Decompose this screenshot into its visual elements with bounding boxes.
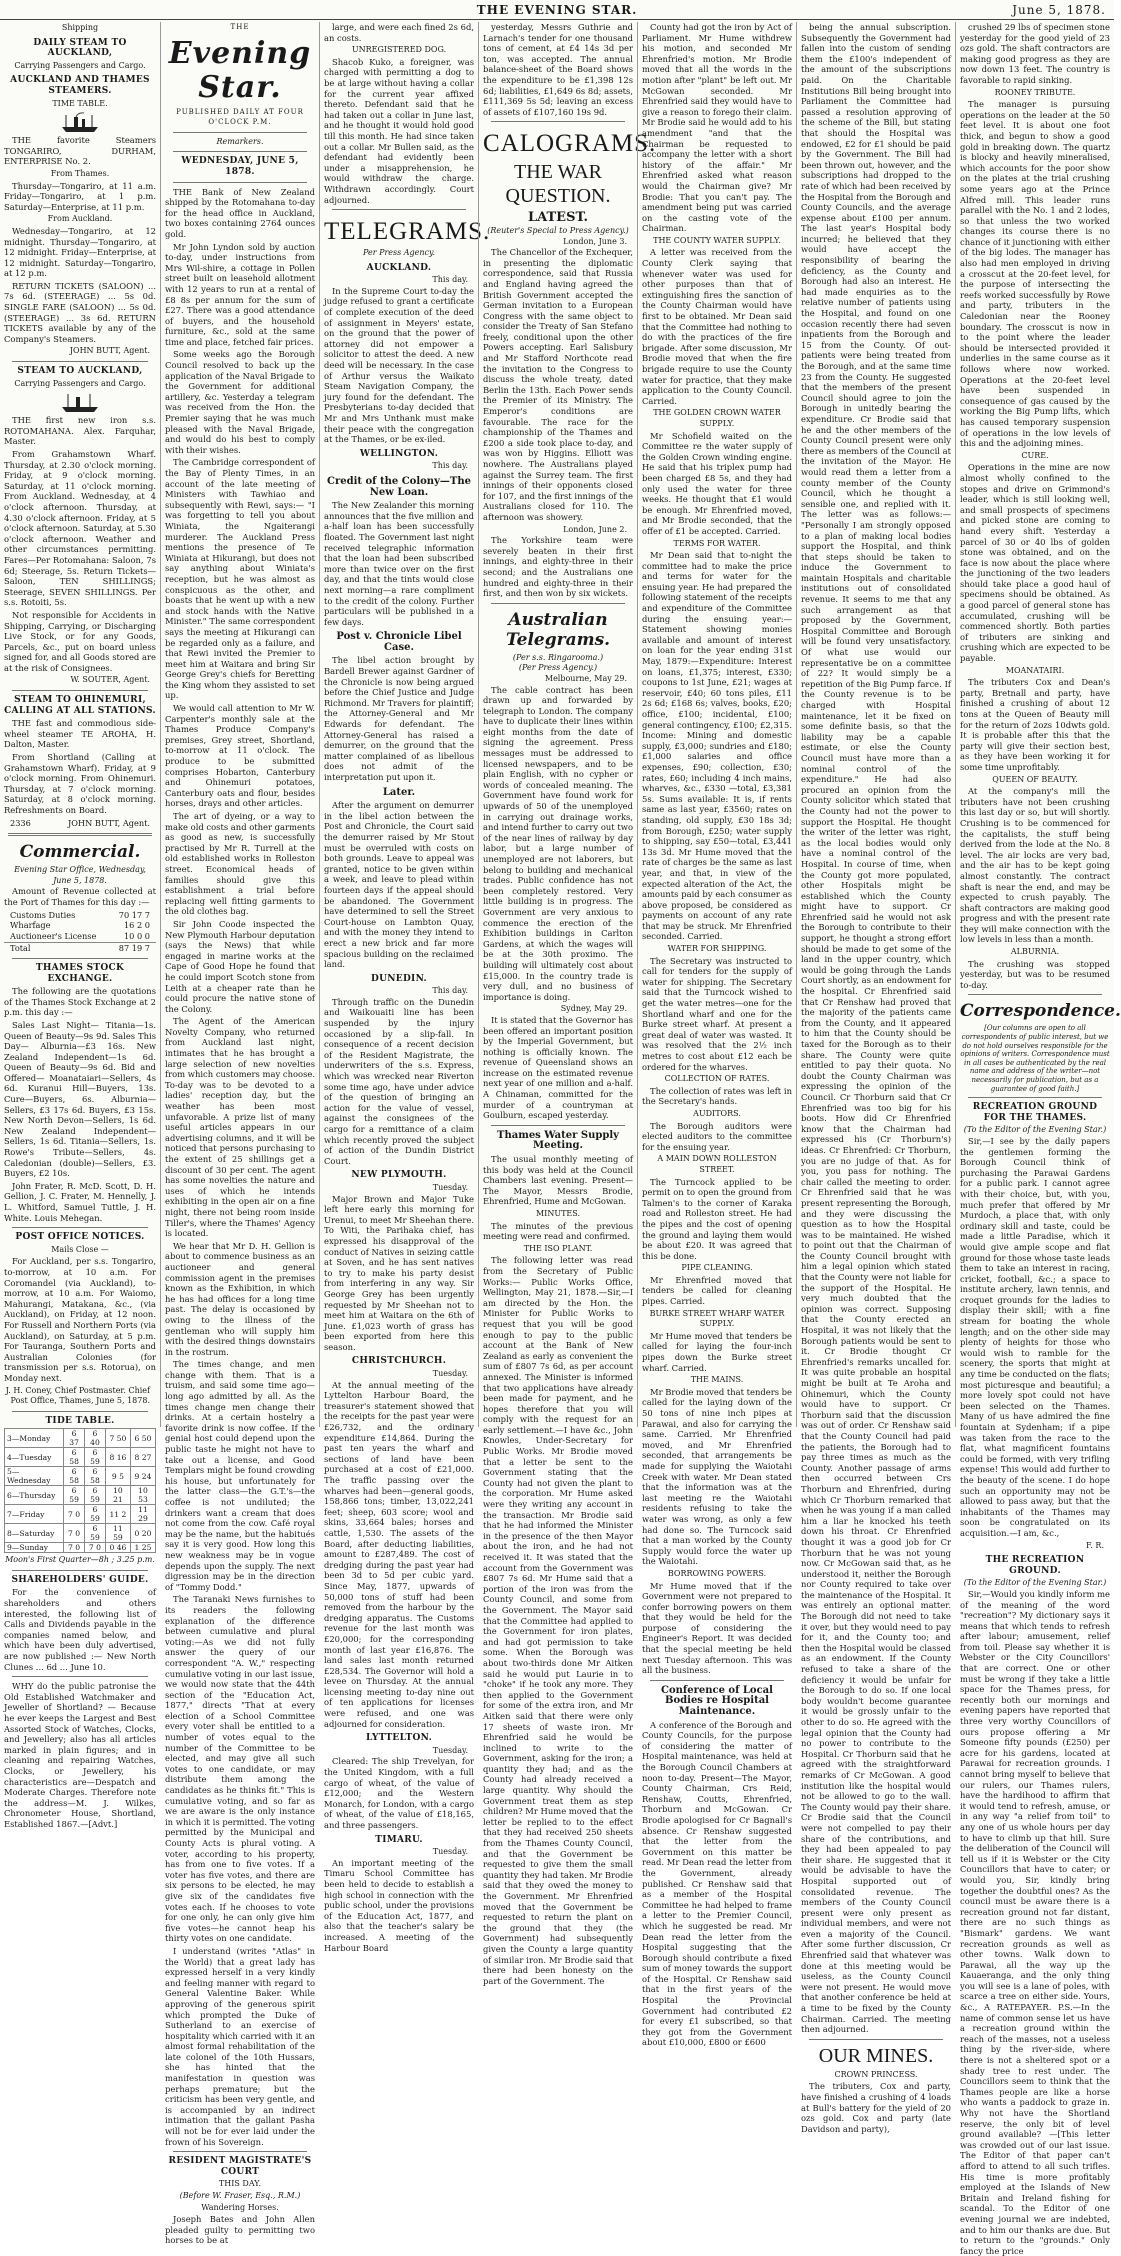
timaru-heading: TIMARU.	[375, 1834, 423, 1845]
later-text: After the argument on demurrer in the libel action between the Post and Chronicle, the Court said the demurrer raised by Mr Stout must be overruled with costs on both grounds. Leave to appeal was granted, notice to be given within a week, and leave to plead within fourteen days if the appeal should be abandoned. The Government have determined to sell the Street Court-house on Lambton Quay, and with the money they intend to erect a new brick and far more spacious building on the reclaimed land.	[324, 800, 474, 970]
unregistered-dog-text: Shacob Kuko, a foreigner, was charged with permitting a dog to be at large without having a collar for the current year affixed thereto. Defendant said that he had taken out a collar in June last, and he thought it would hold good till this month. He had since taken out a collar. Mr Bullen said, as the defendant had evidently been under a misapprehension, he would withdraw the charge. Withdrawn accordingly. Court adjourned.	[324, 56, 474, 205]
ad-daily-steam-sub: Carrying Passengers and Cargo.	[14, 60, 146, 70]
stock-exchange-heading: THAMES STOCK EXCHANGE.	[35, 962, 125, 984]
court-continued: large, and were each fined 2s 6d, an costs.	[324, 22, 474, 43]
column-3	[319, 22, 491, 1953]
ad-steam-auckland-title: STEAM TO AUCKLAND,	[17, 366, 143, 377]
christchurch-heading: CHRISTCHURCH.	[351, 1356, 447, 1367]
local-news-paragraph: Some weeks ago the Borough Council resolved to back up the application of the Naval Brigade to the Government for additional artillery, &c. Yesterday a telegram was received from the Hon. the Premier saying that he was much pleased with the Naval Brigade, and would do his best to comply with their wishes.	[165, 349, 315, 455]
pipe-heading: PIPE CLEANING.	[681, 1263, 753, 1273]
tide-footnote: Moon's First Quarter—8h ; 3.25 p.m.	[5, 1555, 155, 1565]
masthead-sub: PUBLISHED DAILY AT FOUR O'CLOCK P.M.	[176, 107, 304, 127]
table-row: 6—Thursday 6 59 6 59 10 21 10 53	[5, 1486, 156, 1505]
alburnia-heading: ALBURNIA.	[1010, 947, 1060, 957]
remarkers-label: Remarkers.	[216, 136, 264, 146]
ad-rotomahana-body: From Grahamstown Wharf. Thursday, at 2.30 o'clock morning. Friday, at 9 o'clock morning. Saturday, at 11 o'clock morning. From Auckland. Wednesday, at 4 o'clock afternoon. Thursday, at 4.30 o'clock afternoon. Friday, at 5 o'clock afternoon. Saturday, at 5.30 o'clock afternoon. Weather and other circumstances permitting. Fares—Per Rotomahana: Saloon, 7s 6d; Steerage, 5s. Return Tickets—Saloon, TEN SHILLINGS; Steerage, SEVEN SHILLINGS. Per s.s. Rotoiti, 5s.	[4, 449, 156, 608]
ad-timetable-label: TIME TABLE.	[52, 98, 108, 108]
ad-thames-times: Thursday—Tongariro, at 11 a.m. Friday—Tongariro, at 1 p.m. Saturday—Enterprise, at 11 p.m.	[4, 180, 156, 212]
recreation-1-text: Sir,—I see by the daily papers the gentlemen forming the Borough Council think of purchasing the Parawai Gardens for a public park. I cannot agree with their choice, but, with you, much prefer that offered by Mr Murdoch, a place that, with only ordinary skill and taste, could be made a little Paradise, which it would give ample scope and flat ground for those whose taste leads them to take an interest in racing, cricket, football, &c.; a space to institute archery, lawn tennis, and croquet grounds for the ladies to display their skill; with a fine stream for boating the whole length; and on the other side may plenty of heights for those who would wish to ramble for the scenery, the sports that might at any time be conducted on the flats; most picturesque and beautiful; a more lovely spot could not have been selected on the Thames. Many of us have admired the fine fountain at Sydenham; if a pipe was taken from the race to the flat, what magnificent fountains could be formed, with very trifling expense! This would add further to the beauty of the scene. I do hope such an opportunity may not be allowed to pass away, but that the inhabitants of the Thames may soon be congratulated on its acquisition.—I am, &c.,	[960, 1135, 1110, 1538]
steamship-icon	[4, 111, 156, 133]
alburnia-text: The crushing was stopped yesterday, but was to be resumed to-day.	[960, 958, 1110, 990]
court-sub: THIS DAY.	[218, 2179, 262, 2189]
steamship-icon	[4, 391, 156, 413]
divider	[173, 132, 307, 133]
ad-from-thames: From Thames.	[50, 168, 110, 178]
borrowing-heading: BORROWING POWERS.	[667, 1568, 767, 1578]
credit-text: The New Zealander this morning announces that the five million and a-half loan has been successfully floated. The Government last night received telegraphic information that the loan had been subscribed more than twice over on the first day, and that the tints would close next morning—a rare compliment to the credit of the colony. Further particulars will be published in a few days.	[324, 500, 474, 627]
recreation-2-heading: THE RECREATION GROUND.	[985, 1555, 1085, 1576]
mains-text: Mr Brodie moved that tenders be called for the laying down of the 50 tons of nine inch pipes at Parawai, and also for carrying the same. Carried. Mr Ehrenfried moved, and Mr Ehrenfried seconded, that arrangements be made for supplying the Waiotahi Creek with water. Mr Dean stated that the information was at the last meeting re the Waiotahi residents refusing to take the water was wrong, as only a few had done so. The Turncock said that a man worked by the County Supply would force the water up the Waiotahi.	[642, 1386, 792, 1567]
dunedin-text: Through traffic on the Dunedin and Waikouaiti line has been suspended by the injury occasioned by a slip-fall. In consequence of a recent decision of the Resident Magistrate, the underwriters of the s.s. Express, which was wrecked near Riverton some time ago, have under advice of the question of bringing an action for the value of vessel, against the consignees of the cargo for a remittance of a claim which recently proved the subject of action of the Dundin District Court.	[324, 996, 474, 1166]
libel-heading: Post v. Chronicle Libel Case.	[336, 631, 462, 653]
moanataiari-text: The tributers Cox and Dean's party, Bretnall and party, have finished a crushing of about 12 tons at the Queen of Beauty mill for the return of 2ozs 10dwts gold. It is probable after this that the party will give their section best, as they have been working it for some time unprofitably.	[960, 677, 1110, 772]
ad-number: 2336	[10, 817, 31, 828]
court-case-title: Wandering Horses.	[201, 2202, 279, 2212]
revenue-total: Total 87 19 7	[4, 942, 156, 954]
recreation-1-to: (To the Editor of the Evening Star.)	[963, 1125, 1107, 1135]
local-news-paragraph: The times change, and men change with them. That is a truism, and said some time ago—long ago admitted by all. As the times change men change their drinks. At a certain hostelry a favorite drink is now coffee. If the genial host could depend upon the public taste he might not have to take out a license, and Good Templars might be found crowding his house, but unfortunately for the latter class—the G.T.'s—the coffee is not undiluted; the drinkers want a cream that does not come from the cow. Café royal may be the name, but the habitués say it is very good. How long this new weakness may be in vogue depends upon the supply. The next digression may be in the direction of "Tommy Dodd."	[165, 1359, 315, 1592]
divider	[12, 1570, 148, 1571]
recreation-1-heading: RECREATION GROUND FOR THE THAMES.	[972, 1102, 1098, 1123]
shipping-label: Shipping	[61, 23, 99, 32]
main-heading: A MAIN DOWN ROLLESTON STREET.	[657, 1154, 777, 1174]
divider	[968, 994, 1102, 995]
shipping-water-text: The Secretary was instructed to call for tenders for the supply of water for shipping. The Secretary said that the Turncock wished to get the water metres—one for the Shortland wharf and one for the Burke street wharf. At present a great deal of water was wasted. It was resolved that the 2½ inch metres to cost about £12 each be ordered for the wharves.	[642, 955, 792, 1072]
divider	[491, 1125, 625, 1126]
tide-table-heading: TIDE TABLE.	[45, 1415, 115, 1426]
minutes-text: The minutes of the previous meeting were read and confirmed.	[483, 1220, 633, 1242]
libel-text: The libel action brought by Bardell Brewer against Gardner of the Chronicle is now being argued before the Chief Justice and Judge Richmond. Mr Travers for plaintiff; the Attorney-General and Mr Edwards for defendant. The Attorney-General has raised a demurrer, on the ground that the matter complained of as libellous does not admit of the interpretation put upon it.	[324, 655, 474, 782]
commercial-heading: Commercial.	[19, 842, 141, 863]
ad-te-aroha-intro: THE fast and commodious side-wheel steamer TE AROHA, H. Dalton, Master.	[4, 718, 156, 750]
new-plymouth-text: Major Brown and Major Tuke left here early this morning for Urenui, to meet Mr Sheehan there. To Witi, the Parihaka chief, has expressed his disapproval of the conduct of Natives in seizing cattle at Soven, and he has sent natives to try to make his party desist from interfering in any way. Sir George Grey has been urgently requested by Mr Sheehan not to meet him at Waitara on the 6th of June. £1,023 worth of grass has been exported from here this season.	[324, 1193, 474, 1352]
lyttelton-day: Tuesday.	[432, 1745, 468, 1755]
court-before: (Before W. Fraser, Esq., R.M.)	[179, 2191, 301, 2200]
rates-text: The collection of rates was left in the Secretary's hands.	[642, 1085, 792, 1107]
queen-of-beauty-heading: QUEEN OF BEAUTY.	[992, 774, 1078, 784]
divider	[12, 361, 148, 362]
divider	[173, 151, 307, 152]
mains-heading: THE MAINS.	[690, 1375, 744, 1385]
column-2	[160, 22, 319, 2246]
post-office-sub: Mails Close —	[51, 1244, 109, 1254]
rates-heading: COLLECTION OF RATES.	[664, 1074, 770, 1084]
ad-auckland-times: Wednesday—Tongariro, at 12 midnight. Thursday—Tongariro, at 12 midnight. Friday—Enterprise, at 12 midnight. Saturday—Tongariro, at 12 p.m.	[4, 225, 156, 279]
queen-of-beauty-text: At the company's mill the tributers have not been crushing this last day or so, but will shortly. Crushing is to be commenced for the capitalists, the stuff being derived from the lode at the No. 8 level. The air locks are very bad, and the air has to be kept going almost constantly. The contract shaft is near the end, and may be expected to crush payably. The shaft contractors are making good progress and with the present rate they will make connection with the low levels in less than a month.	[960, 786, 1110, 945]
ad-te-aroha-footer	[4, 818, 156, 829]
local-news-paragraph: The art of dyeing, or a way to make old costs and other garments as good as new, is successfully practised by Mr R. Turrell at the old established works in Rolleston street. Economical heads of families should give this establishment a trial before replacing well fitting garments to the old clothes bag.	[165, 811, 315, 917]
water-supply-text: The usual monthly meeting of this body was held at the Council Chambers last evening. Present—The Mayor, Messrs Brodie, Ehrenfried, Hume and McGowan.	[483, 1154, 633, 1207]
lyttelton-heading: LYTTELTON.	[365, 1733, 433, 1744]
pipe-text: Mr Ehrenfried moved that tenders be called for cleaning pipes. Carried.	[642, 1274, 792, 1307]
local-news-paragraph: The Cambridge correspondent of the Bay of Plenty Times, in an account of the late meeting of Ministers with Tawhiao and subsequently with Rewi, says:— "I was forgetting to tell you about Winiata, the Ngaiterangi murderer. The Auckland Press mentions the presence of Te Winiata at Hikurangi, but does not say anything about Winiata's reception, but he was almost as conspicuous as the other, and boasts that he went up with a new and stock hands with the Native Minister." The same correspondent says the meeting at Hikurangi can be regarded only as a failure, and that Rewi invited the Premier to meet him at Waitara and bring Sir George Grey's chiefs for Beretting the King whom they assisted to set up.	[165, 457, 315, 701]
divider	[12, 1676, 148, 1677]
ad-sign-souter: W. SOUTER, Agent.	[70, 675, 150, 685]
ad-rotomahana-notice: Not responsible for Accidents in Shipping, Carrying, or Discharging Live Stock, or for any Goods, Parcels, &c., put on board unless signed for, and all Goods stored are at the risk of Consignees.	[4, 609, 156, 673]
credit-heading: Credit of the Colony—The New Loan.	[327, 475, 471, 498]
london-date-2: London, June 2.	[563, 524, 627, 534]
ad-sign-butt-2: JOHN BUTT, Agent.	[67, 817, 150, 828]
auckland-day: This day.	[432, 275, 468, 285]
ad-steam-auckland-sub: Carrying Passengers and Cargo.	[14, 378, 146, 388]
column-1	[0, 22, 160, 1829]
cricket-text: The Yorkshire team were severely beaten in their first innings, and eighty-three in their second; and the Australians one hundred and eighty-three in their first, and then won by six wickets.	[483, 535, 633, 599]
auditors-text: The Borough auditors were elected auditors to the committee for the ensuing year.	[642, 1120, 792, 1152]
ad-from-auckland: From Auckland.	[47, 214, 113, 224]
divider	[12, 690, 148, 691]
conference-continued: being the annual subscription. Subsequently the Government had fallen into the custom of sending them the £100's independent of the amount of the subscriptions paid. On the Charitable Institutions Bill being brought into Parliament the Committee had passed a resolution approving of the scheme of the Bill, but stating that should the Hospital was endowed, £2 for £1 should be paid by the Government. The Bill had been thrown out, however, and the subscriptions had dropped to the rate of which had been received by the Hospital from the Borough and County Councils, and the average expense about £100 per annum. The last year's Hospital body incurred; he believed that they would have accept the responsibility of bearing the deficiency, as the County and Borough had also an interest. He had made enquiries as to the relative number of patients using the Hospital, and found on one occasion recently there had seven inpatients from the Borough and 15 from the County. Of out-patients were being treated from the Borough, and at the same time 23 from the County. He suggested that the members of the present Council should agree to join the Borough in unitedly bearing the expenditure. Cr Brodie said that he and the other members of the County Council present were only there as members of the Council at the invitation of the Mayor. He would read them a letter from a county member of the County Council, which he thought a sensible one, and replied with it. The letter was as follows:— "Personally I am strongly opposed to a plan of making local bodies support the Hospital, and think that steps should be taken to induce the Government to maintain Hospitals and charitable institutions out of consolidated revenue. It seems to me that any such arrangement as that proposed by the Government, Hospital Committee and Borough will be found very unsatisfactory. Of what use would our representative be on a committee of 22? It would simply be a repetition of the Big Pump farce. If the County revenue is to be charged with Hospital maintenance, let it be fixed on some definite basis, so that the liability may be a capable estimate, or else the County Council must have more than a nominal control of the expenditure." He had also procured an opinion from the County solicitor which stated that the County had not the power to support the Hospital. He thought the writer of the letter was right, as the local bodies would only have a nominal control of the Hospital. In course of time, when the County got more populated, other Hospitals might be established which the County might have to support. Cr Ehrenfried said he would not ask the Borough to contribute to their support, he thought a strong effort should be made to get some of the land in the upper country, which would be going through the Lands Court shortly, as an endowment for the hospital. Cr Ehrenfried said that Cr Renshaw had proved that the majority of the patients came from the County, and it appeared to him that the County should be taxed for the Borough as to their share. The County were quite entitled to pay their quota. No doubt the County Chairman was expressing the opinion of the Council. Cr Thorburn said that Cr Ehrenfried was too big for his boots. How did Cr Ehrenfried know that the Chairman had expressed his (Cr Thorburn's) ideas. Cr Ehrenfried: Cr Thorburn, you are no judge of that. As for you, you pass for nothing. The chair called the meeting to order. Cr Ehrenfried said that he was present representing the Borough, and they were discussing the question as to how the Hospital was to be maintained. He wished to point out that the Chairman of the County Council brought with him a legal opinion which stated that the County were not liable for the support of the Hospital. He very much doubted that the opinion was correct. Supposing that the County erected an Hospital, it was not likely that the Borough patients would be sent to it. Cr Brodie thought Cr Ehrenfried's remarks uncalled for. It was quite probable an hospital might be built at Te Aroha and Ohinemuri, which the County would have to support. Cr Thorburn said that the discussion was out of order. Cr Renshaw said that the County Council had paid the patients, the Borough had to pay three times as much as the County. Another passage of arms then occurred between Crs Thorburn and Ehrenfried, during which Cr Thorburn remarked that when he was young if a man called him a liar he knocked his teeth down his throat. Cr Ehrenfried thought it was a good job for Cr Thorburn that he was not young now. Cr McGowan said that, as he understood it, neither the Borough nor County required to take over the maintenance of the Hospital. It was entirely an optional matter. The Borough did not need to take it over, but they would need to pay for it, and the County too; and then the Hospital would be classed as an endowment. If the County refused to take a share of the deficiency it would be unfair for the Borough to do so. If one local body wouldn't become guarantee it would be grossly unfair to the other to do so. He agreed with the legal opinion that the County had no power to contribute to the Hospital. Cr Thorburn said that he agreed with the straightforward remarks of Cr McGowan. A good institution like the hospital would not be allowed to go to the wall. The County would pay their share. Cr Brodie said that the Council were not compelled to pay their share of the contributions, and they had been appealed to pay their share. He suggested that it would be advisable to have the Hospital supported out of consolidated revenue. The members of the County Council present were only present as individual members, and were not even a majority of the Council. After some further discussion, Cr Ehrenfried said that whatever was done at this meeting would be useless, as the County Council were not present. He would move that another conference be held at a time to be fixed by the County Chairman. Carried. The meeting then adjourned.	[801, 22, 951, 2035]
wellington-heading: WELLINGTON.	[359, 448, 439, 459]
recreation-2-to: (To the Editor of the Evening Star.)	[963, 1578, 1107, 1588]
rooney-text: The manager is pursuing operations on the leader at the 50 feet level. It is about one foot thick, and begun to show a good gold in breaking down. The quartz is blocky and heavily mineralised, which accounts for the poor show on the plates at the trial crushing some years ago at the Prince Alfred mill. This leader runs parallel with the No. 1 and 2 lodes, so that unless the two worked changes its course there is no chance of it junctioning with either of the big lodes. The manager has also had men employed in driving a crosscut at the 20-feet level, for the purpose of intersecting the reefs worked successfully by Rowe and party, tributers in the Caledonian near the Rooney boundary. The crosscut is now in to the point where the leader should be intersected provided it underlies in the same course as it follows where now worked. Operations at the 20-feet level have been suspended in consequence of gas caused by the working the Big Pump lifts, which has caused temporary suspension of operations in the low levels of this and the adjoining mines.	[960, 99, 1110, 449]
golden-crown-text: Mr Schofield waited on the Committee re the water supply of the Golden Crown winding engine. He said that his triplex pump had been charged £8 5s, and they had only used the water for three weeks. He thought that £1 would be enough. Mr Ehrenfried moved, and Mr Brodie seconded, that the offer of £1 be accepted. Carried.	[642, 430, 792, 536]
ad-te-aroha-body: From Shortland (Calling at Grahamstown Wharf). Friday, at 9 o'clock morning. From Ohinemuri. Thursday, at 7 o'clock morning. Saturday, at 8 o'clock morning. Refreshments on Board.	[4, 752, 156, 815]
court-heading: RESIDENT MAGISTRATE'S COURT	[168, 2156, 312, 2177]
commercial-office: Evening Star Office, Wednesday, June 5, 1878.	[14, 865, 146, 885]
post-office-sign: J. H. Coney, Chief Postmaster. Chief Post Office, Thames, June 5, 1878.	[5, 1385, 150, 1406]
christchurch-day: Tuesday.	[432, 1369, 468, 1379]
divider	[809, 2039, 943, 2040]
revenue-row: Wharfage 16 2 0	[10, 920, 150, 931]
unregistered-dog-heading: UNREGISTERED DOG.	[351, 45, 447, 55]
war-question-heading: THE WAR QUESTION.	[505, 161, 611, 208]
recreation-2-text: Sir,—Would you kindly inform me of the meaning of the word "recreation"? My dictionary says it means that which tends to refresh after labour; amusement, relief from toil. Please say whether it is Webster or the City Councillors' that are correct. One or other must be wrong if they take a little space for the Thames press, for recently both our mornings and evening papers have reported that three very worthy Councillors of ours propose offering a Mr Someone fifty pounds (£250) per acre for his gardens, located at Parawai for recreation grounds. I cannot bring myself to believe that our rulers, our Thames rulers, have the hardihood to affirm that it would tend to refresh, amuse, or in any way "a relief from toil" to any one of us whole hours per day to have to climb up that hill. Sure the deliberation of the Council will tell us if it is Webster or the City Councillors that have to cater; or would you, Sir, kindly bring together the doubtful ones? As the council must be aware there is a recreation ground not far distant, there are no such things as "Bismark" gardens. We want recreation grounds as well as other towns. Walk down to Parawai, all the way up the Kauaeranga, and the only thing you will see is a lane of poles, with scarce a tree on either side. Yours, &c., A RATEPAYER. P.S.—In the name of common sense let us have a recreation ground within the reach of the masses, not a useless thing by the river-side, where there is not a sheltered spot or a shady tree to rest under. The Councillors seem to think that the Thames people are like a horse who wants a paddock to graze in. Why not have the Shortland reserve, the only bit of level ground available? —[This letter was crowded out of our last issue. The Editor of that paper can't afford to attend to all such trifles. His time is more profitably employed at the Islands of New Britain and Ireland fishing for scandal. To the Editor of one evening journal we are indebted, and to him our thanks are due. But to return to the "grounds." Only fancy the price	[960, 1588, 1110, 2256]
new-plymouth-day: Tuesday.	[432, 1182, 468, 1192]
divider	[12, 958, 148, 959]
divider	[8, 833, 152, 836]
timaru-continued: yesterday, Messrs Guthrie and Larnach's tender for one thousand tons of cement, at £4 14s 3d per ton, was accepted. The annual balance-sheet of the Board shows the expenditure to be £1,398 12s 6d; liabilities, £1,649 6s 8d; assets, £111,369 5s 5d; leaving an excess of assets of £107,160 19s 9d.	[483, 22, 633, 117]
telegrams-heading: TELEGRAMS.	[324, 218, 491, 246]
lyttelton-text: Cleared: The ship Trevelyan, for the United Kingdom, with a full cargo of wheat, of the value of £12,000; and the Western Monarch, for London, with a cargo of wheat, of the value of £18,165, and three passengers.	[324, 1756, 474, 1830]
cure-text: Operations in the mine are now almost wholly confined to the stopes and drive on Grimmond's leader, which is still looking well, and small prospects of specimens and picked stone are coming to hand every shift. Yesterday a parcel of 30 or 40 lbs of golden stone was obtained, and on the face is now about the place where the junctioning of the two leaders should take place a good haul of specimens should be obtained. As a good parcel of general stone has accumulated, crushing will be commenced shortly. Both parties of tributers are sinking and crushing which are expected to be payable.	[960, 462, 1110, 664]
revenue-row: Auctioneer's License 10 0 0	[10, 930, 150, 941]
conference-text: A conference of the Borough and County Councils, for the purpose of considering the matter of Hospital maintenance, was held at the Borough Council Chambers at noon to-day. Present—The Mayor, County Chairman, Crs Reid, Renshaw, Coutts, Ehrenfried, Thorburn and McGowan. Cr Brodie apologised for Cr Bagnall's absence. Cr Renshaw suggested that the letter from the Government on this matter be read. Mr Dean read the letter from the Government, already published. Cr Renshaw said that as a member of the Hospital Committee he had helped to frame a letter to the Premier Council, which he suggested be read. Mr Dean read the letter from the Hospital suggesting that the Borough should contribute a fixed sum of money towards the support of the Hospital. Cr Renshaw said that in the first years of the Hospital the Provincial Government had contributed £2 for every £1 subscribed, so that they got from the Government about £10,000, £800 or £600	[642, 1719, 792, 2048]
plant-heading: THE ISO PLANT.	[523, 1243, 593, 1253]
local-news-paragraph: The Taranaki News furnishes to its readers the following explanation of the difference between cumulative and plural voting:—As we did not fully answer the query of our correspondent "A. W.," respecting cumulative voting in our last issue, we would now state that the 44th section of the "Education Act, 1877," directs "That at every election of a School Committee every voter shall be entitled to a number of votes equal to the number of the Committee to be elected, and may give all such votes to one candidate, or may distribute them among the candidates as he thinks fit." This is cumulative voting, and so far as we are aware is the only instance in which it is permitted. The voting permitted by the Municipal and County Acts is plural voting. A voter, according to his property, has from one to five votes. If a voter has five votes, and there are six persons to be elected, he may give six of the candidates five votes each. If he chooses to vote for one only, he can only give him five votes—he cannot heap his thirty votes on one candidate.	[165, 1594, 315, 1944]
australian-sub-2: (Per Press Agency.)	[518, 663, 598, 673]
melbourne-date: Melbourne, May 29.	[544, 673, 627, 683]
ad-watchmaker: WHY do the public patronise the Old Established Watchmaker and Jeweller of Shortland? — Because he ever keeps the Largest and Best Assorted Stock of Watches, Clocks, and Jewellery; also has all articles marked in plain figures; and in cleaning and repairing Watches, Clocks, or Jewellery, his characteristics are—Despatch and Moderate Charges. Therefore note the address—M. J. Wilkes, Chronometer House, Shortland, Established 1867.—[Advt.]	[4, 1681, 156, 1829]
local-news-paragraph: THE Bank of New Zealand shipped by the Rotomahana to-day for the head office in Auckland, two boxes containing 2764 ounces gold.	[165, 186, 315, 239]
auckland-text: In the Supreme Court to-day the judge refused to grant a certificate of complete execution of the deed of assignment in Meyers' estate, on the ground that the power of attorney did not empower a solicitor to attest the deed. A new deed will be necessary. In the case of Arthur versus the Waikato Steam Navigation Company, the jury found for the defendant. The Presbyterians to-day decided that Mr and Mrs Unthank must make their peace with the congregation at the Thames, or be ex-iled.	[324, 285, 474, 445]
county-water-text: A letter was received from the County Clerk saying that whenever water was used for other purposes than that of extinguishing fires the sanction of the County Chairman would have first to be obtained. Mr Dean said that the Committee had nothing to do with the practices of the fire brigade. After some discussion, Mr Brodie moved that when the fire brigade require to use the County water for practice, that they make application to the County Council. Carried.	[642, 247, 792, 406]
divider	[491, 121, 625, 122]
post-office-body: For Auckland, per s.s. Tongariro, to-morrow, at 10 a.m. For Coromandel (via Auckland), to-morrow, at 10 a.m. For Waiomo, Mahurangi, Matakana, &c., (via Auckland), on Friday, at 12 noon. For Russell and Northern Ports (via Auckland), on Saturday, at 5 p.m. For Tauranga, Southern Ports and Australian Colonies (for transmission per s.s. Rotorua), on Monday next.	[4, 1256, 156, 1383]
ad-steamers-title: AUCKLAND AND THAMES STEAMERS.	[10, 75, 150, 96]
page-header	[0, 0, 1114, 20]
table-row: 3—Monday 6 37 6 40 7 50 6 50	[5, 1429, 156, 1448]
table-row: 7—Friday 7 0 6 59 11 2 11 29	[5, 1505, 156, 1524]
recreation-1-sign: F. R.	[1086, 1540, 1104, 1550]
divider	[491, 603, 625, 604]
plant-text: The following letter was read from the Secretary of Public Works:— Public Works Office, Wellington, May 21, 1878.—Sir,—I am directed by the Hon. the Minister for Public Works to request that you will be good enough to pay to the public account at the Bank of New Zealand as early as convenient the sum of £807 7s 6d, as per account annexed. The Minister is informed that two applications have already been made for payment, and he hopes therefore that you will comply with the request for an early settlement.—I have &c., John Knowles, Under-Secretary for Public Works. Mr Brodie moved that a letter be sent to the Government stating that the County had not given the plant to the corporation. Mr Hume asked were they writing any account in the transaction. Mr Brodie said that he had informed the Minister in the presence of the then Mayor about the iron, and he had not received it. It was stated that the account from the Government was £807 7s 6d. Mr Hume said that a portion of the iron was from the County Council, and some from the Government. The Mayor said that the Committee had applied to the Government for iron plates, and had got permission to take some. When the Borough was about two-thirds done Mr Aitken said he would put Laurie in to "choke" if he took any more. They then applied to the Government for some of the extra iron, and Mr Aitken said that there were only 17 sheets of waste iron. Mr Ehrenfried said he would be inclined to write to the Government, asking for the iron; a quantity they had; and as the County had already received a large quantity. Why should the Government treat them as step children? Mr Hume moved that the letter be replied to to the effect that they had received 250 sheets from the Thames County Council, and that the Government be requested to give them the small quantity they had taken. Mr Brodie said that they owed the money to the Government. Mr Ehrenfried moved that the Government be requested to return the plant on the ground that they (the Government) had subsequently given the County a large quantity of similar iron. Mr Brodie said that there had been honesty on the part of the Government. The	[483, 1255, 634, 1986]
stock-exchange-body: Sales Last Night— Titania—1s. Queen of Beauty—9s 9d. Sales This Day— Alburnia—£3 16s. New Zealand Independent—1s 6d. Queen of Beauty—9s 6d. Bid and Offered— Moanataiari—Sellers, 4s 6d. Kuranui Hill—Buyers, 13s. Cure—Buyers, 6s. Alburnia—Sellers, £3 17s 6d. Buyers, £3 15s. New North Devon—Sellers, 1s 6d. New Zealand Independent—Sellers, 1s 6d. Titania—Sellers, 1s. Rowe's Tribute—Sellers, 4s. Caledonian (double)—Sellers, £3. Buyers, £2 10s.	[4, 1019, 156, 1179]
local-news-paragraph: We hear that Mr D. H. Gellion is about to commence business as an auctioneer and general commission agent in the premises known as the Exhibition, in which he has had offices for a long time past. The delay is occasioned by owing to the illness of the gentleman who will supply him with the desired things downstairs in the rostrum.	[165, 1240, 315, 1357]
auditors-heading: AUDITORS.	[693, 1108, 741, 1118]
stock-exchange-intro: The following are the quotations of the Thames Stock Exchange at 2 p.m. this day :—	[4, 986, 156, 1018]
london-date: London, June 3.	[563, 236, 627, 246]
dunedin-day: This day.	[432, 986, 468, 996]
court-case-text: Joseph Bates and John Allen pleaded guilty to permitting two horses to be at	[165, 2214, 315, 2246]
main-text: The Turncock applied to be permit on to open the ground from Talmen's to the corner of Karaka road and Rolleston street. He had the pipes and the cost of opening the ground and laying them would be about £20. It was agreed that this be done.	[642, 1176, 792, 1261]
table-row: 5—Wednesday 6 58 6 58 9 5 9 24	[5, 1467, 156, 1486]
ad-daily-steam-title: DAILY STEAM TO AUCKLAND,	[33, 37, 127, 59]
ad-steamers-intro: THE favorite Steamers TONGARIRO, DURHAM, ENTERPRISE No. 2.	[4, 135, 156, 167]
shareholders-guide-body: For the convenience of shareholders and others interested, the following list of Calls and Dividends payable in the companies named below, and which have been duly advertised, are now published :— New North Clunes ... 6d ... June 10.	[4, 1587, 156, 1672]
dunedin-heading: DUNEDIN.	[371, 973, 427, 984]
column-5	[637, 22, 796, 2048]
commercial-intro: Amount of Revenue collected at the Port of Thames for this day :—	[4, 886, 156, 907]
table-row: 8—Saturday 7 0 6 59 11 59 0 20	[5, 1524, 156, 1543]
australian-telegrams-heading: Australian Telegrams.	[505, 609, 611, 650]
local-news-paragraph: The Agent of the American Novelty Company, who returned from Auckland last night, intimates that he has brought a large selection of new novelties from which customers may choose. To-day was to be devoted to a ladies' reception day, but the weather has been most unfavorable. A prize list of many useful articles appears in our advertising columns, and it will be noticed that persons purchasing to the extent of 25 shillings get a discount of 30 per cent. The agent has some novelties the nature and uses of which he intends exhibiting in the open air on a fine night, there not being room inside Tiller's, where the Thames' Agency is located.	[165, 1016, 315, 1239]
shareholders-guide-heading: SHAREHOLDERS' GUIDE.	[11, 1574, 149, 1585]
header-date: June 5, 1878.	[1012, 3, 1106, 17]
crown-princess-continued: crushed 29 lbs of specimen stone yesterday for the good yield of 23 ozs gold. The shaft contractors are making good progress as they are now down 13 feet. The country is favorable to rapid sinking.	[960, 22, 1110, 85]
water-supply-heading: Thames Water Supply Meeting.	[497, 1129, 619, 1152]
revenue-list	[4, 910, 156, 954]
divider	[173, 182, 307, 183]
australian-sub-1: (Per s.s. Ringarooma.)	[512, 652, 604, 662]
melbourne-text: The cable contract has been drawn up and forwarded by telegraph to London. The company have to duplicate their lines within eight months from the date of signing the agreement. Press messages must be addressed to licensed newspapers, and to be plain English, with no cypher or words of concealed meaning. The Government have found work for upwards of 50 of the unemployed in carrying out drainage works, and intend further to carry out two of the near lines of railway by day labor, but a large number of unemployed are not laborers, but belong to building and mechanical trades. Public confidence has not been completely restored. Very little building is in progress. The Government are very anxious to commence the erection of the Exhibition buildings in Carlton Gardens, at which the wages will be at the 30th proximo. The building will ultimately cost about £15,000. In the country trade is very dull, and no business of importance is doing.	[483, 684, 633, 1002]
sydney-text: It is stated that the Governor has been offered an important position by the Imperial Government, but nothing is officially known. The revenue of Queensland shows an increase on the estimated revenue next year of one million and a-half. A Chinaman, committed for the murder of a countryman at Goulburn, escaped yesterday.	[483, 1014, 633, 1121]
moanataiari-heading: MOANATAIRI.	[1005, 665, 1065, 675]
column-7	[955, 22, 1121, 2256]
sydney-date: Sydney, May 29.	[560, 1004, 627, 1014]
masthead: Evening Star.	[168, 35, 312, 105]
tide-table	[4, 1428, 156, 1553]
revenue-row: Customs Duties 70 17 7	[10, 909, 150, 920]
auckland-heading: AUCKLAND.	[366, 262, 432, 273]
newspaper-title: THE EVENING STAR.	[476, 3, 638, 17]
divider	[12, 1411, 148, 1412]
local-news-paragraph: We would call attention to Mr W. Carpenter's monthly sale at the Thames Produce Company's premises, Grey street, Shortland, to-morrow at 11 o'clock. The produce to be submitted comprises Hobarton, Canterbury and Ohinemuri potatoes, Canterbury oats and flour, besides horses, drays and other articles.	[165, 703, 315, 809]
minutes-heading: MINUTES.	[535, 1209, 580, 1218]
divider	[650, 1680, 784, 1681]
wellington-day: This day.	[432, 461, 468, 471]
local-news-paragraph: I understand (writes "Atlas" in the World) that a great lady has expressed herself in a very kindly and feeling manner with regard to General Valentine Baker. While approving of the generous spirit which prompted the Duke of Sutherland to an exercise of hospitality which carried with it an almost formal rehabilitation of the late colonel of the 10th Hussars, she has hinted that the manifestation in question was perhaps premature; but the criticism has been very gentle, and is accompanied by an indirect intimation that the gallant Pasha will not be for ever laid under the frown of his Sovereign.	[165, 1945, 315, 2147]
cure-heading: CURE.	[1021, 450, 1049, 460]
ad-ohinemuri-title: STEAM TO OHINEMURI, CALLING AT ALL STATIONS.	[4, 695, 156, 716]
calograms-heading: CALOGRAMS.	[483, 130, 657, 158]
telegrams-sub: Per Press Agency.	[362, 248, 436, 258]
ad-rotomahana-intro: THE first new iron s.s. ROTOMAHANA. Alex. Farquhar, Master.	[4, 415, 156, 447]
new-plymouth-heading: NEW PLYMOUTH.	[351, 1170, 447, 1181]
latest-heading: LATEST.	[527, 210, 588, 226]
table-row: 4—Tuesday 6 58 6 59 8 16 8 27	[5, 1448, 156, 1467]
timaru-day: Tuesday.	[432, 1847, 468, 1857]
correspondence-heading: Correspondence.	[960, 1001, 1121, 1022]
local-news-paragraph: Mr John Lyndon sold by auction to-day, under instructions from Mrs Wil-shire, a cottage in Pollen street built on leasehold allotment with 12 years to run at a rental of £8 8s per annum for the sum of £27. There was a good attendance of buyers, and the household furniture, &c., sold at the same time and place, fetched fair prices.	[165, 241, 315, 347]
golden-crown-heading: THE GOLDEN CROWN WATER SUPPLY.	[653, 408, 781, 428]
burke-heading: BURKE STREET WHARF WATER SUPPLY.	[649, 1308, 785, 1329]
divider	[173, 2151, 307, 2152]
county-water-heading: THE COUNTY WATER SUPPLY.	[653, 235, 781, 245]
terms-heading: TERMS FOR WATER.	[673, 538, 761, 548]
stock-brokers: John Frater, R. McD. Scott, D. H. Gellion, J. C. Frater, M. Hennelly, J. L. Whitford, Samuel Tuttle, J. H. White. Louis Mehegan.	[4, 1180, 156, 1223]
war-text: The Chancellor of the Exchequer, in presenting the diplomatic correspondence, said that Russia and England having agreed the British Government accepted the German invitation to a European Congress with the same object to consider the Treaty of San Stefano freely, conditional upon the other Powers accepting. Earl Salisbury and Mr Stafford Northcote read the invitation to the Congress to discuss the whole treaty, dated Berlin the 13th. Each Power sends the Premier of its Ministry. The Emperor's conditions are favourable. The race for the championship of the Thames and £200 a side took place to-day, and was won by Higgins. Elliott was nowhere. The Australians played against the Surrey team. The first innings of their opponents closed for 107, and the first innings of the Australians closed for 110. The afternoon was showery.	[483, 247, 634, 522]
post-office-heading: POST OFFICE NOTICES.	[15, 1232, 145, 1243]
ad-fares: RETURN TICKETS (SALOON) ... 7s 6d. (STEERAGE) ... 5s 0d. SINGLE FARE (SALOON) ... 5s 0d. (STEERAGE) ... 3s 6d. RETURN TICKETS available by any of the Company's Steamers.	[4, 280, 156, 344]
borrowing-text: Mr Hume moved that if the Government were not prepared to confer borrowing powers on them that they would be held for the purpose of considering the Engineer's Report. It was decided that the special meeting be held next Tuesday afternoon. This was all the business.	[642, 1580, 792, 1676]
burke-text: Mr Hume moved that tenders be called for laying the four-inch pipes down the Burke street wharf. Carried.	[642, 1330, 792, 1373]
divider	[332, 209, 466, 210]
local-news-paragraph: Sir John Coode inspected the New Plymouth Harbour deputation (says the News) that while engaged in marine works at the Cape of Good Hope he found that he could import Scotch stone from Leith at a cheaper rate than he could procure the native stone of the Colony.	[165, 918, 315, 1014]
terms-text: Mr Dean said that to-night the committee had to make the price and terms for water for the ensuing year. He had prepared the following statement of the receipts and expenditure of the Committee during the ensuing year:— Statement showing monies available and amount of interest on loan for the year ending 31st May, 1879:—Expenditure: Interest on loans, £1,375; interest, £330; coupons to 1st June, £21; wages at reservoir, £40; 60 tons piles, £11 2s 6d; £168 6s; valves, books, £20; office, £100; incidental, £100; general contingency, £100; £2,315. Income: Mining and domestic supply, £3,000; sundries and £180; £1,000 salaries and office expenses, £90; collection, £30; rates, £60; including 4 inch mains, wharves, &c., £330 —total, £3,381 5s. Sums available: It is, if rents same as last year, £3560; rates on standing, old supply, £30 18s 3d; from Borough, £250; water supply to shipping, say £50—total, £3,441 13s 3d. Mr Hume moved that the rate of charges be the same as last year, and that, in view of the expected alteration of the Act, the amounts paid by each consumer as above proposed, be considered as payments on account of any rate that may be struck. Mr Ehrenfried seconded. Carried.	[642, 550, 792, 942]
timaru-text: An important meeting of the Timaru School Committee has been held to decide to establish a high school in connection with the public school, under the provisions of the Education Act, 1877, and also that the teacher's salary be increased. A meeting of the Harbour Board	[324, 1857, 474, 1953]
reuter-sub: (Reuter's Special to Press Agency.)	[487, 225, 629, 235]
correspondence-note: [Our columns are open to all correspondents of public interest, but we do not hold ourselves responsible for the opinions of writers. Correspondence must in all cases be authenticated by the real name and address of the writer—not necessarily for publication, but as a guarantee of good faith.]	[960, 1024, 1110, 1093]
column-6	[796, 22, 955, 2134]
christchurch-text: At the annual meeting of the Lyttelton Harbour Board, the treasurer's statement showed that the receipts for the past year were £26,732, and the ordinary expenditure £14,864. During the past ten years the wharf and sections of land have been purchased at a cost of £21,000. The traffic passing over the wharves had been—general goods, 158,866 tons; timber, 13,022,241 feet; sheep, 603 score; wool and skins, 33,664 bales; horses and cattle, 1,530. The assets of the Board, after deducting liabilities, amount to £287,489. The cost of dredging during the past year had been 3d to 5d per cubic yard. Since May, 1877, upwards of 50,000 tons of stuff had been removed from the harbour by the dredging apparatus. The Customs revenue for the last month was £20,000; for the corresponding month of last year £16,876. The land sales last month returned £28,534. The Governor will hold a levee on Thursday. At the annual licensing meeting to-day nine out of ten applications for licenses were refused, and one was adjourned for consideration.	[324, 1379, 474, 1729]
divider	[968, 1097, 1102, 1098]
divider	[12, 1227, 148, 1228]
issue-date: WEDNESDAY, JUNE 5, 1878.	[181, 156, 299, 177]
later-heading: Later.	[382, 786, 416, 798]
rooney-heading: ROONEY TRIBUTE.	[994, 87, 1076, 97]
ad-sign-butt: JOHN BUTT, Agent.	[69, 346, 150, 356]
crown-princess-heading: CROWN PRINCESS.	[834, 2069, 918, 2079]
conference-heading: Conference of Local Bodies re Hospital Maintenance.	[661, 1684, 773, 1718]
shipping-water-heading: WATER FOR SHIPPING.	[667, 944, 767, 954]
plant-continued: County had got the iron by Act of Parliament. Mr Hume withdrew his motion, and seconded Mr Ehrenfried's motion. Mr Brodie moved that all the words in the motion after "plant" be left out. Mr McGowan seconded. Mr Ehrenfried said they would have to give a reason to forego their claim. Mr Brodie said he would add to his amendment "and that the Chairman be requested to accompany the letter with a short history of the affair." Mr Ehrenfried asked what reason would the Chairman give? Mr Brodie: That you can't pay. The amendment being put was carried on the casting vote of the Chairman.	[642, 22, 792, 234]
column-4	[478, 22, 657, 1986]
our-mines-heading: OUR MINES.	[818, 2044, 934, 2067]
masthead-the: THE	[230, 23, 250, 31]
table-row: 9—Sunday 7 0 7 0 0 46 1 25	[5, 1543, 156, 1553]
crown-princess-text: The tributers, Cox and party, have finished a crushing of 4 loads at Bull's battery for the yield of 20 ozs gold. Cox and party (late Davidson and party),	[801, 2081, 951, 2134]
